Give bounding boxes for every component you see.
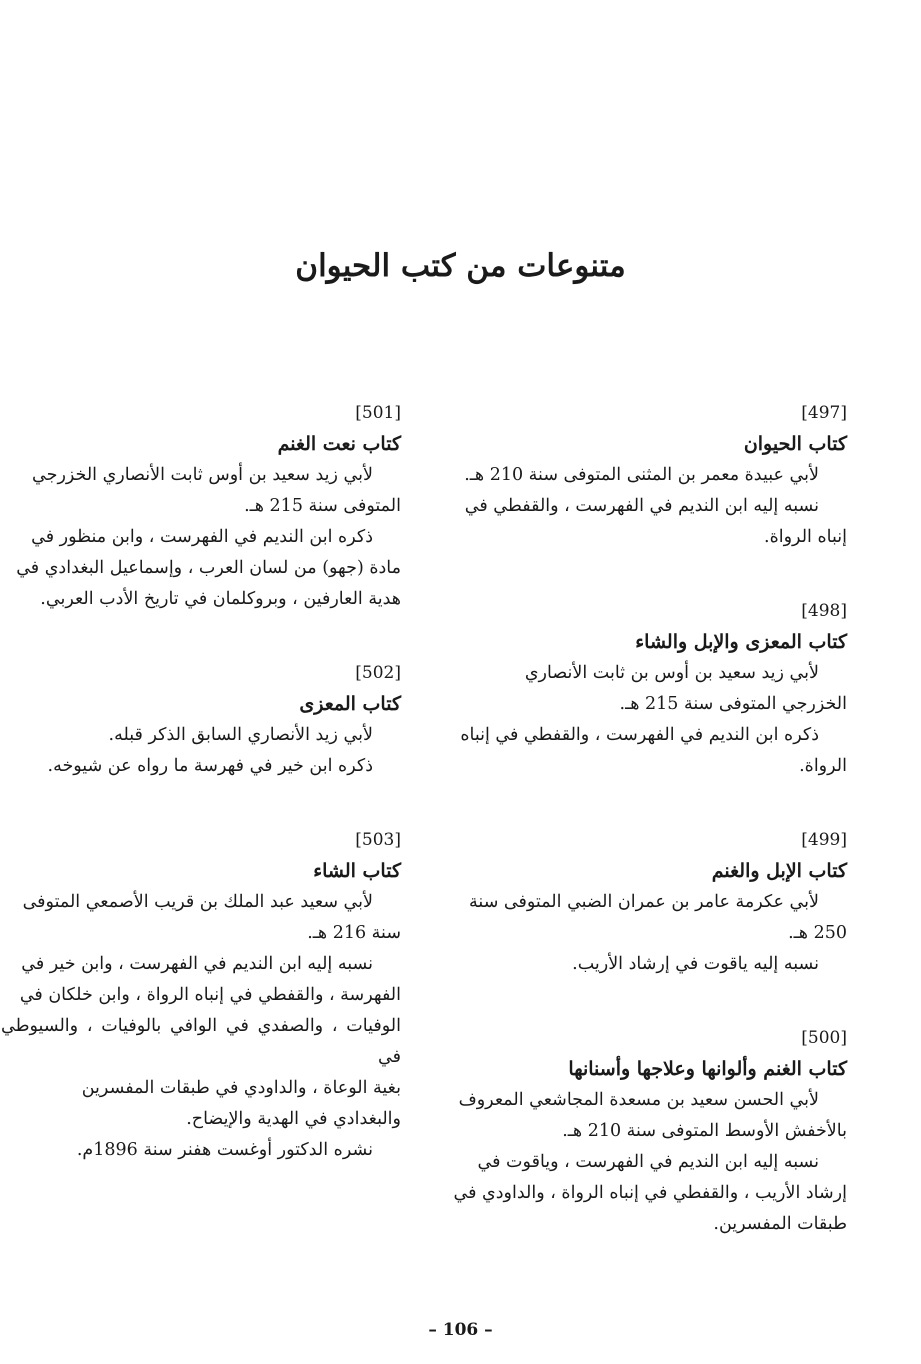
entry-number: [502] [355,663,401,683]
page-number: – 106 – [428,1320,493,1340]
entry-title: كتاب الشاء [313,860,401,882]
entry-text-line: نسبه إليه ابن النديم في الفهرست ، والقفطي في [464,496,819,516]
book-entry [447,398,847,553]
entry-text-line: نسبه إليه ابن النديم في الفهرست ، وابن خير في [21,954,373,974]
entry-text-line: مادة (جهو) من لسان العرب ، وإسماعيل البغدادي في [16,558,401,578]
entry-title: كتاب الحيوان [743,433,847,455]
entry-text-line: والبغدادي في الهدية والإيضاح. [186,1109,401,1129]
page-title: متنوعات من كتب الحيوان [295,248,626,284]
entry-text-line: الرواة. [799,756,847,776]
entry-title: كتاب نعت الغنم [277,433,401,455]
entry-text-line: بغية الوعاة ، والداودي في طبقات المفسرين [81,1078,401,1098]
entry-text-line: هدية العارفين ، وبروكلمان في تاريخ الأدب العربي. [40,589,401,609]
entry-title: كتاب المعزى [299,693,401,715]
entry-text-line: إنباه الرواة. [764,527,847,547]
entry-text-line: لأبي عبيدة معمر بن المثنى المتوفى سنة 210 هـ. [464,465,819,485]
entry-text-line: إرشاد الأريب ، والقفطي في إنباه الرواة ، والداودي في [453,1183,847,1203]
entry-number: [500] [801,1028,847,1048]
entry-text-line: لأبي عكرمة عامر بن عمران الضبي المتوفى سنة [469,892,819,912]
entry-title: كتاب الإبل والغنم [711,860,847,882]
entry-text-line: نسبه إليه ياقوت في إرشاد الأريب. [572,954,819,974]
entry-text-line: بالأخفش الأوسط المتوفى سنة 210 هـ. [562,1121,847,1141]
entry-text-line: 250 هـ. [788,923,847,943]
entry-title: كتاب المعزى والإبل والشاء [635,631,847,653]
entry-text-line: نشره الدكتور أوغست هفنر سنة 1896م. [76,1140,373,1160]
entry-text-line: لأبي سعيد عبد الملك بن قريب الأصمعي المتوفى [22,892,373,912]
book-entry [447,596,847,782]
entry-text-line: طبقات المفسرين. [713,1214,847,1234]
right-column [447,398,847,1283]
book-entry [1,825,401,1166]
entry-number: [501] [355,403,401,423]
entry-text-line: الخزرجي المتوفى سنة 215 هـ. [619,694,847,714]
book-entry [447,825,847,980]
book-entry [1,658,401,782]
entry-text-line: المتوفى سنة 215 هـ. [244,496,401,516]
entry-number: [497] [801,403,847,423]
entry-number: [498] [801,601,847,621]
entry-text-line: نسبه إليه ابن النديم في الفهرست ، وياقوت في [477,1152,819,1172]
book-entry [1,398,401,615]
entry-number: [503] [355,830,401,850]
entry-text-line: لأبي زيد سعيد بن أوس ثابت الأنصاري الخزرجي [32,465,373,485]
entry-text-line: لأبي زيد الأنصاري السابق الذكر قبله. [108,725,373,745]
entry-text-line: لأبي الحسن سعيد بن مسعدة المجاشعي المعروف [458,1090,819,1110]
book-entry [447,1023,847,1240]
entry-text-line: لأبي زيد سعيد بن أوس بن ثابت الأنصاري [524,663,819,683]
entry-text-line: سنة 216 هـ. [307,923,401,943]
entry-text-line: ذكره ابن النديم في الفهرست ، والقفطي في إنباه [460,725,819,745]
entry-text-line: ذكره ابن النديم في الفهرست ، وابن منظور في [31,527,373,547]
entry-title: كتاب الغنم وألوانها وعلاجها وأسنانها [568,1058,847,1080]
left-column [1,398,401,1209]
entry-number: [499] [801,830,847,850]
entry-text-line: الفهرسة ، والقفطي في إنباه الرواة ، وابن خلكان في [19,985,401,1005]
entry-text-line: ذكره ابن خير في فهرسة ما رواه عن شيوخه. [47,756,373,776]
entry-text-line: الوفيات ، والصفدي في الوافي بالوفيات ، والسيوطي في [1,1016,401,1067]
